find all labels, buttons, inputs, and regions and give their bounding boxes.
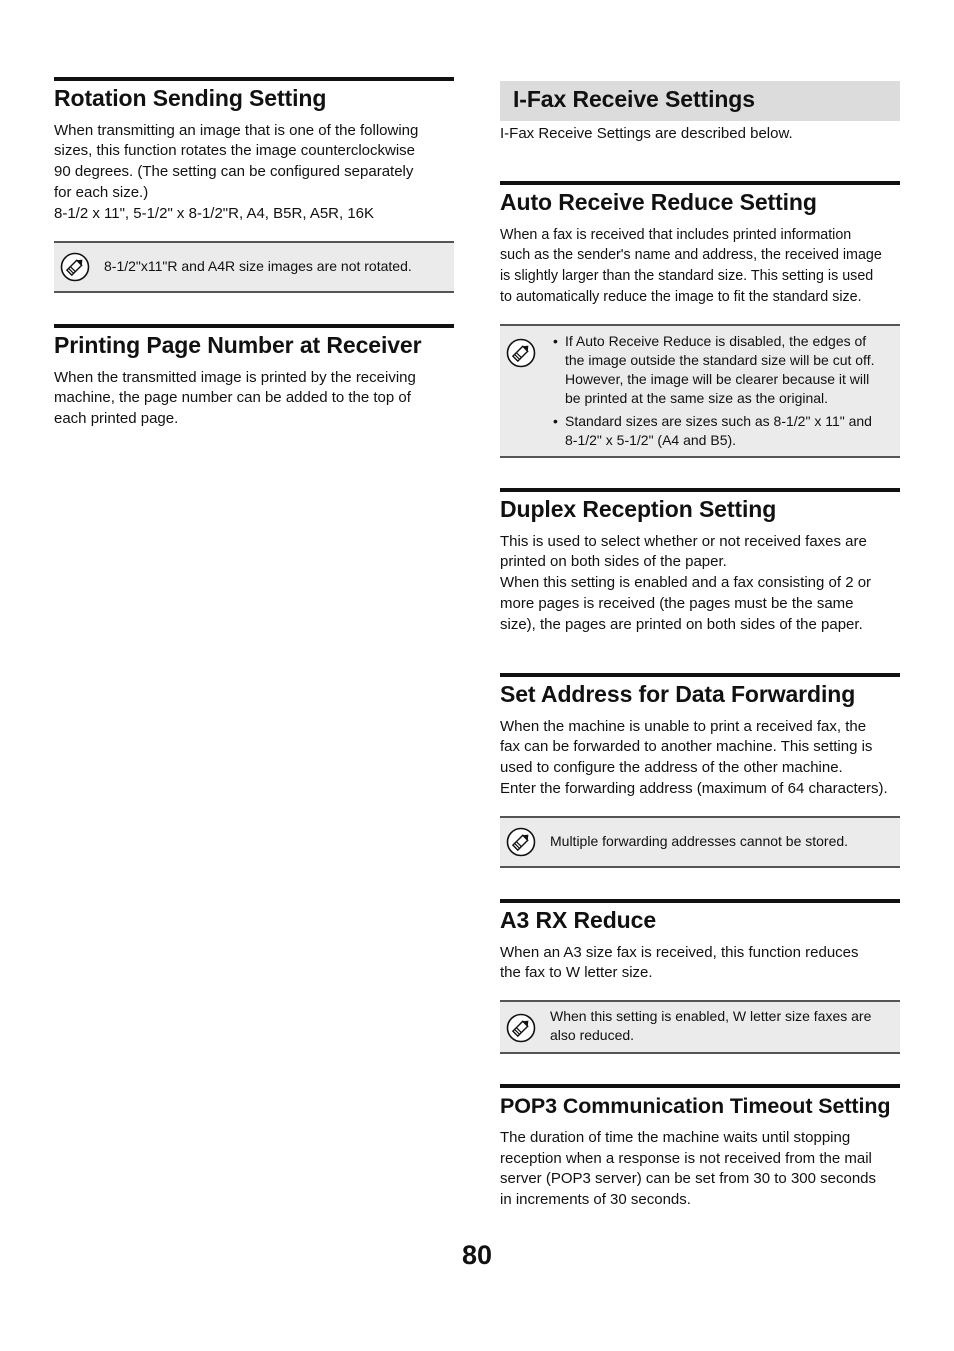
section-title: Printing Page Number at Receiver [54,332,422,358]
note-bullet: • If Auto Receive Reduce is disabled, the edges of the image outside the standard size will be cut off. However, the image will be clearer because it will be printed at the same size as the original. [550,332,888,408]
section-title: Duplex Reception Setting [500,496,777,522]
section-a3-rx-reduce [500,899,900,984]
section-body: When the transmitted image is printed by the receiving machine, the page number can be added to the top of each printed page. [54,368,416,428]
section-banner-ifax [500,81,900,121]
section-auto-receive-reduce [500,181,900,308]
section-rotation-sending [54,77,454,225]
pencil-note-icon [60,252,90,282]
note-text [550,332,888,454]
pencil-note-icon [506,1013,536,1043]
section-title: A3 RX Reduce [500,907,657,933]
section-body: The duration of time the machine waits until stopping reception when a response is not received from the mail server (POP3 server) can be set from 30 to 300 seconds in increments of 30 seconds. [500,1128,877,1209]
note-bullet-list [550,332,888,450]
note-box [500,816,900,868]
pencil-note-icon [506,338,536,368]
note-bullet: • Standard sizes are sizes such as 8-1/2" x 11" and 8-1/2" x 5-1/2" (A4 and B5). [550,412,888,450]
section-duplex-reception [500,488,900,636]
note-text: 8-1/2"x11"R and A4R size images are not rotated. [104,258,412,274]
pencil-note-icon [506,827,536,857]
section-title: Set Address for Data Forwarding [500,681,856,707]
section-body: When an A3 size fax is received, this function reduces the fax to W letter size. [500,943,859,982]
note-box [500,1000,900,1054]
banner-intro: I-Fax Receive Settings are described below. [500,125,793,142]
page-number: 80 [461,1240,493,1270]
section-data-forwarding [500,673,900,800]
section-title: Rotation Sending Setting [54,85,327,111]
note-text: When this setting is enabled, W letter size faxes are also reduced. [550,1008,872,1043]
section-title: POP3 Communication Timeout Setting [500,1094,891,1118]
note-box [54,241,454,293]
section-title: Auto Receive Reduce Setting [500,189,817,215]
section-body: When the machine is unable to print a received fax, the fax can be forwarded to another machine. This setting is used to configure the address of the other machine. Enter the forwarding address (maximum of 64 characters). [500,717,888,797]
section-body: When transmitting an image that is one of the following sizes, this function rotates the image counterclockwise 90 degrees. (The setting can be configured separately for each size.) 8-1/2 x 11", 5-1/2" x 8-1/2"R, A4, B5R, A5R, 16K [54,121,419,222]
section-printing-page-number [54,324,454,430]
note-box [500,324,900,458]
note-text: Multiple forwarding addresses cannot be stored. [550,833,849,849]
section-pop3-timeout [500,1084,900,1211]
banner-title: I-Fax Receive Settings [513,86,755,112]
section-body: When a fax is received that includes printed information such as the sender's name and address, the received image is slightly larger than the standard size. This setting is used to automatically reduce the image to fit the standard size. [500,226,882,305]
section-body: This is used to select whether or not received faxes are printed on both sides of the paper. When this setting is enabled and a fax consisting of 2 or more pages is received (the pages must be the same size), the pages are printed on both sides of the paper. [500,532,872,633]
